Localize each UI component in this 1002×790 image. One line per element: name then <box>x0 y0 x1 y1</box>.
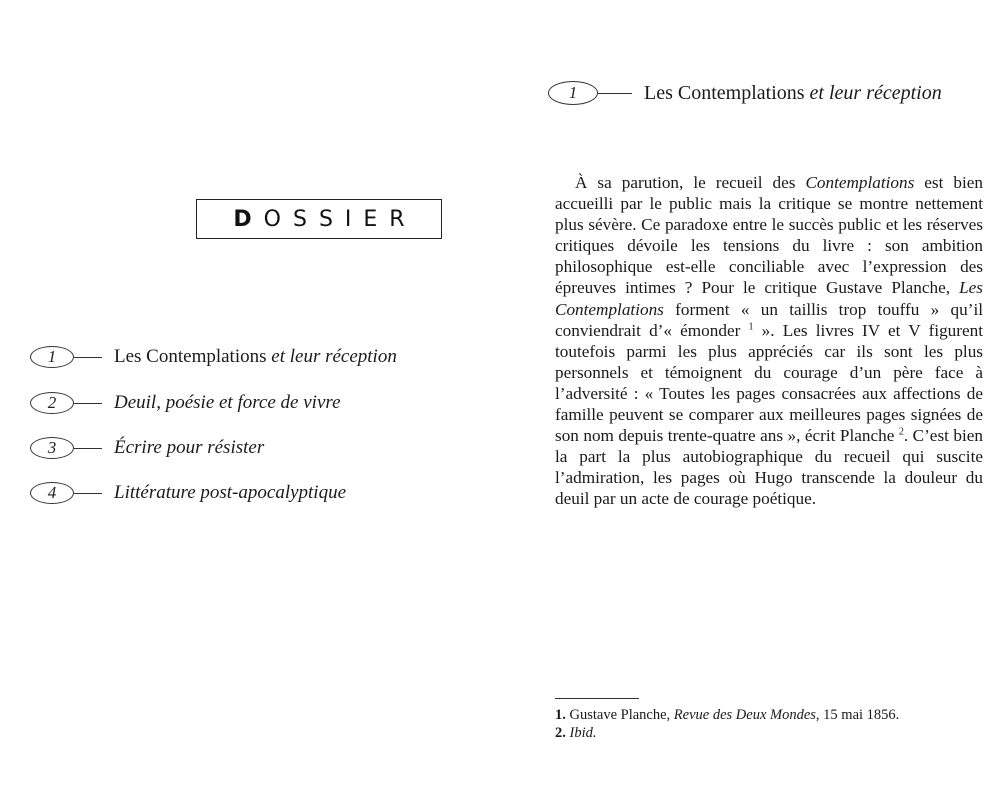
toc-label-3 <box>114 437 264 459</box>
dossier-rest-letters: OSSIER <box>263 206 417 232</box>
footnote-divider <box>555 698 639 699</box>
toc-label-2 <box>114 392 341 414</box>
toc-connector <box>74 493 102 494</box>
toc-label-4 <box>114 482 346 504</box>
toc-item-1[interactable] <box>30 345 450 369</box>
footnote-italic: Ibid. <box>569 725 597 741</box>
toc-number-2: 2 <box>30 392 74 414</box>
toc-number-1: 1 <box>30 346 74 368</box>
body-text <box>555 172 983 510</box>
toc-label-2-subtitle: Deuil, poésie et force de vivre <box>114 392 341 413</box>
toc-connector <box>74 448 102 449</box>
footnote-ref-1[interactable]: 1 <box>748 320 754 332</box>
section-number: 1 <box>548 81 598 105</box>
toc-label-1-title: Les Contemplations <box>114 346 267 367</box>
paragraph-segment: . C’est bien la part la plus autobiographique du recueil qui suscite l’admiration, les pages où Hugo transcende la douleur du deuil par un acte de courage poétique. <box>555 426 983 509</box>
section-connector <box>598 93 632 94</box>
toc-number-4: 4 <box>30 482 74 504</box>
footnote-text: , 15 mai 1856. <box>815 707 900 723</box>
toc-connector <box>74 403 102 404</box>
footnote-ref-2[interactable]: 2 <box>898 426 904 438</box>
dossier-first-letter: D <box>233 206 264 232</box>
paragraph-segment: ». Les livres IV et V figurent toutefois parmi les plus appréciés car ils sont les plus personnels et témoignent du courage d’un père face à l’adversité : « Toutes les pages consacrées aux affections de famille peuvent se comparer aux meilleures pages signées de son nom depuis trente-quatre ans », écrit Planche <box>555 320 983 446</box>
paragraph-italic-title: Les Contemplations <box>555 278 983 319</box>
toc-connector <box>74 357 102 358</box>
paragraph-segment: À sa parution, le recueil des <box>575 173 806 192</box>
footnote-number: 1. <box>555 707 566 723</box>
footnote-2 <box>555 724 995 742</box>
toc-item-3[interactable] <box>30 436 450 460</box>
body-paragraph <box>555 172 983 510</box>
toc-label-1 <box>114 346 397 368</box>
section-title-sub: et leur réception <box>804 81 942 104</box>
footnote-text: Gustave Planche, <box>565 707 674 723</box>
paragraph-segment: forment « un taillis trop touffu » qu’il conviendrait d’« émonder <box>555 299 983 340</box>
toc-item-4[interactable] <box>30 481 450 505</box>
footnotes <box>555 706 995 742</box>
section-header <box>548 80 942 106</box>
section-title <box>644 82 942 105</box>
section-title-main: Les Contemplations <box>644 81 805 104</box>
toc-number-3: 3 <box>30 437 74 459</box>
dossier-title <box>196 199 442 239</box>
paragraph-segment: est bien accueilli par le public mais la critique se montre nettement plus sévère. Ce paradoxe entre le succès public et les réserves critiques dévoile les tensions du livre : son ambition philosophique est-elle conciliable avec l’expression des épreuves intimes ? Pour le critique Gustave Planche, <box>555 173 984 298</box>
footnote-italic: Revue des Deux Mondes <box>673 707 816 723</box>
toc-label-4-subtitle: Littérature post-apocalyptique <box>114 482 347 503</box>
toc-label-3-subtitle: Écrire pour résister <box>114 437 265 458</box>
toc-item-2[interactable] <box>30 391 450 415</box>
footnote-number: 2. <box>555 725 566 741</box>
toc-label-1-subtitle: et leur réception <box>266 346 397 367</box>
footnote-1 <box>555 706 995 724</box>
paragraph-italic-title: Contemplations <box>805 173 915 192</box>
